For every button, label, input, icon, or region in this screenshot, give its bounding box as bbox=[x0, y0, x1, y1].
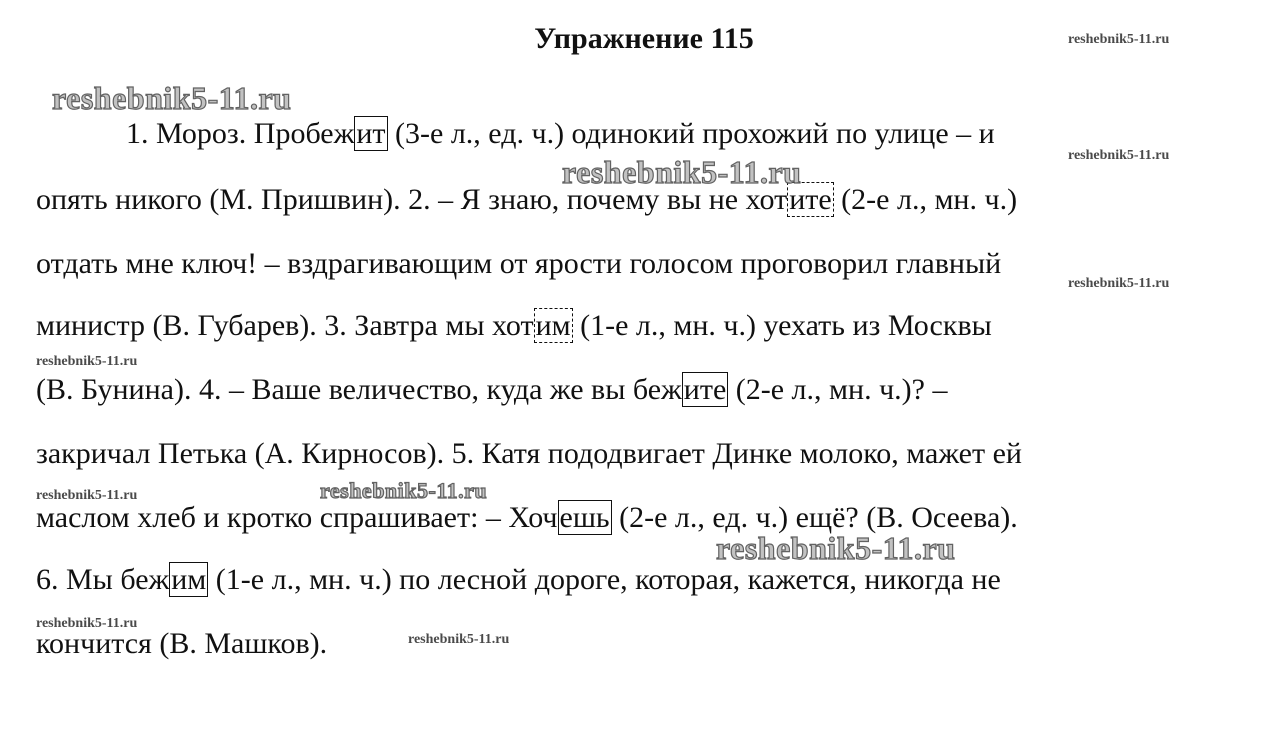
text-line-3: отдать мне ключ! – вздрагивающим от ярости голосом проговорил главный bbox=[36, 247, 1002, 280]
watermark: reshebnik5-11.ru bbox=[36, 354, 138, 369]
watermark: reshebnik5-11.ru bbox=[562, 154, 802, 190]
watermark: reshebnik5-11.ru bbox=[36, 488, 138, 503]
text-line-1: 1. Мороз. Пробежит (3-е л., ед. ч.) одинокий прохожий по улице – и bbox=[126, 117, 995, 150]
text-line-7: маслом хлеб и кротко спрашивает: – Хочешь (2-е л., ед. ч.) ещё? (В. Осеева). bbox=[36, 501, 1018, 534]
watermark: reshebnik5-11.ru bbox=[1068, 32, 1170, 47]
watermark: reshebnik5-11.ru bbox=[52, 80, 292, 116]
text-line-5: (В. Бунина). 4. – Ваше величество, куда же вы бежите (2-е л., мн. ч.)? – bbox=[36, 373, 948, 406]
ending-box: ите bbox=[789, 183, 832, 216]
watermark: reshebnik5-11.ru bbox=[1068, 276, 1170, 291]
ending-box: им bbox=[171, 563, 207, 596]
text-line-4: министр (В. Губарев). 3. Завтра мы хотим (1-е л., мн. ч.) уехать из Москвы bbox=[36, 309, 992, 342]
text-line-8: 6. Мы бежим (1-е л., мн. ч.) по лесной дороге, которая, кажется, никогда не bbox=[36, 563, 1001, 596]
watermark: reshebnik5-11.ru bbox=[716, 530, 956, 566]
watermark: reshebnik5-11.ru bbox=[36, 616, 138, 631]
text-line-9: кончится (В. Машков). bbox=[36, 627, 328, 660]
text-line-2: опять никого (М. Пришвин). 2. – Я знаю, почему вы не хотите (2-е л., мн. ч.) bbox=[36, 183, 1018, 216]
ending-box: ит bbox=[356, 117, 386, 150]
watermark: reshebnik5-11.ru bbox=[1068, 148, 1170, 163]
page-title: Упражнение 115 bbox=[534, 22, 754, 55]
text-line-6: закричал Петька (А. Кирносов). 5. Катя пододвигает Динке молоко, мажет ей bbox=[36, 437, 1022, 470]
watermark: reshebnik5-11.ru bbox=[320, 478, 488, 503]
ending-box: ешь bbox=[559, 501, 610, 534]
watermark: reshebnik5-11.ru bbox=[408, 632, 510, 647]
ending-box: им bbox=[535, 309, 571, 342]
ending-box: ите bbox=[683, 373, 727, 406]
